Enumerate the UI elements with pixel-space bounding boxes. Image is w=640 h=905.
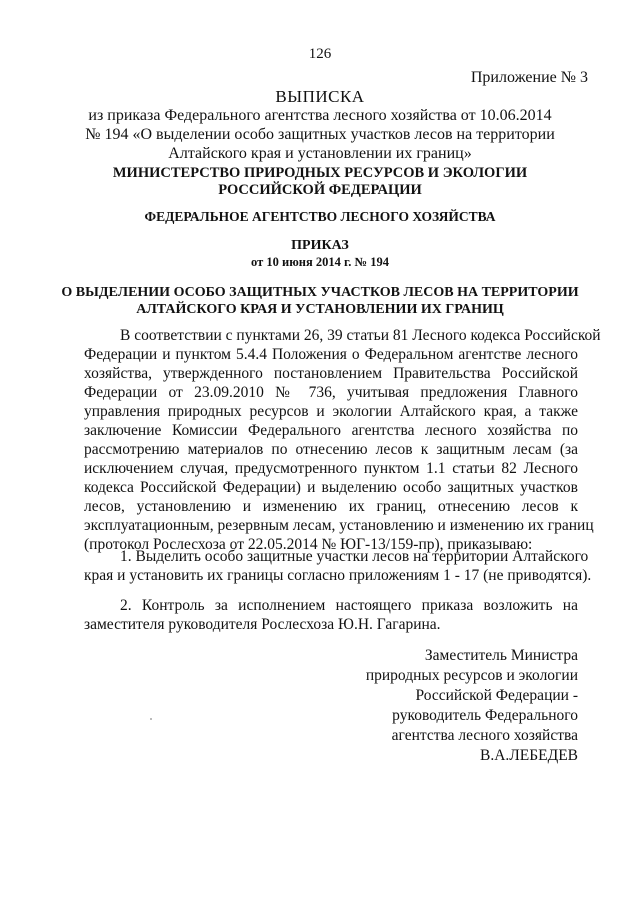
signature-line: Заместитель Министра bbox=[424, 647, 578, 664]
preamble-line: Федерации и пунктом 5.4.4 Положения о Федеральном агентстве лесного bbox=[84, 346, 578, 363]
signatory-name: В.А.ЛЕБЕДЕВ bbox=[479, 747, 578, 764]
scan-speck bbox=[150, 718, 152, 720]
signature-line: Российской Федерации - bbox=[415, 687, 578, 704]
preamble-line: хозяйства, утвержденного постановлением Правительства Российской bbox=[84, 365, 578, 382]
signature-line: руководитель Федерального bbox=[392, 707, 578, 724]
order-date: от 10 июня 2014 г. № 194 bbox=[251, 255, 389, 269]
preamble-line: заключение Комиссии Федерального агентства лесного хозяйства по bbox=[84, 422, 578, 439]
signature-line: природных ресурсов и экологии bbox=[365, 667, 578, 684]
agency-heading: ФЕДЕРАЛЬНОЕ АГЕНТСТВО ЛЕСНОГО ХОЗЯЙСТВА bbox=[144, 209, 496, 224]
extract-title: ВЫПИСКА bbox=[275, 87, 365, 106]
order-item-1 bbox=[84, 547, 592, 585]
order-title-line: АЛТАЙСКОГО КРАЯ И УСТАНОВЛЕНИИ ИХ ГРАНИЦ bbox=[136, 302, 504, 317]
extract-subtitle-line: Алтайского края и установлении их границ» bbox=[168, 145, 472, 162]
item-line: заместителя руководителя Рослесхоза Ю.Н. Гагарина. bbox=[84, 616, 441, 633]
ministry-heading-line: МИНИСТЕРСТВО ПРИРОДНЫХ РЕСУРСОВ И ЭКОЛОГИИ bbox=[112, 165, 528, 181]
appendix-label: Приложение № 3 bbox=[470, 69, 588, 86]
preamble-line: Федерации от 23.09.2010 № 736, учитывая предложения Главного bbox=[84, 384, 578, 401]
preamble-line: кодекса Российской Федерации) и выделению особо защитных участков bbox=[84, 479, 578, 496]
page-number: 126 bbox=[308, 46, 332, 62]
signature-block bbox=[366, 646, 578, 766]
preamble-line: управления природных ресурсов и экологии Алтайского края, а также bbox=[84, 403, 578, 420]
item-line: края и установить их границы согласно приложениям 1 - 17 (не приводятся). bbox=[84, 567, 592, 584]
extract-subtitle-line: из приказа Федерального агентства лесного хозяйства от 10.06.2014 bbox=[88, 107, 552, 124]
order-title-line: О ВЫДЕЛЕНИИ ОСОБО ЗАЩИТНЫХ УЧАСТКОВ ЛЕСОВ НА ТЕРРИТОРИИ bbox=[61, 285, 579, 300]
preamble-line: эксплуатационным, резервным лесам, установлению и изменению их границ bbox=[84, 517, 594, 534]
preamble-line: исключением случая, предусмотренного пунктом 1.1 статьи 82 Лесного bbox=[84, 460, 578, 477]
item-line: 1. Выделить особо защитные участки лесов на территории Алтайского bbox=[120, 548, 589, 565]
order-heading: ПРИКАЗ bbox=[291, 238, 349, 253]
order-item-2 bbox=[84, 596, 578, 634]
item-line: 2. Контроль за исполнением настоящего приказа возложить на bbox=[120, 597, 578, 614]
preamble-line: В соответствии с пунктами 26, 39 статьи 81 Лесного кодекса Российской bbox=[120, 327, 601, 344]
ministry-heading-line: РОССИЙСКОЙ ФЕДЕРАЦИИ bbox=[218, 182, 422, 198]
preamble-line: лесов, установлению и изменению их границ, отнесению лесов к bbox=[84, 498, 578, 515]
extract-subtitle-line: № 194 «О выделении особо защитных участков лесов на территории bbox=[85, 126, 555, 143]
preamble-line: рассмотрению материалов по отнесению лесов к защитным лесам (за bbox=[84, 441, 578, 458]
signature-line: агентства лесного хозяйства bbox=[391, 727, 578, 744]
preamble-paragraph bbox=[84, 326, 601, 554]
preamble-line: (протокол Рослесхоза от 22.05.2014 № ЮГ-13/159-пр), приказываю: bbox=[84, 536, 533, 553]
